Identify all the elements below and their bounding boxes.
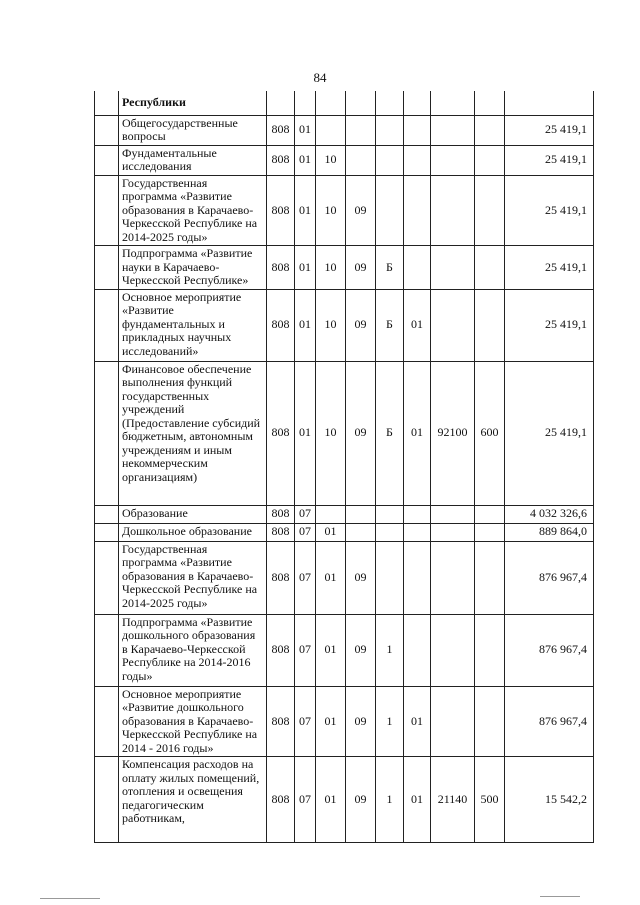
expense-type-code: 500 — [475, 757, 505, 843]
expense-type-code — [475, 505, 505, 523]
amount — [505, 91, 594, 115]
subsection-code — [316, 115, 346, 145]
ministry-code — [267, 91, 295, 115]
section-code: 01 — [295, 145, 316, 175]
direction-code — [431, 686, 475, 757]
amount: 876 967,4 — [505, 541, 594, 614]
section-code: 07 — [295, 757, 316, 843]
table-row — [95, 289, 594, 361]
scan-artifact — [40, 898, 100, 899]
subprogram-code: Б — [376, 361, 404, 505]
ministry-code: 808 — [267, 505, 295, 523]
subprogram-code — [376, 91, 404, 115]
table-row — [95, 246, 594, 290]
ministry-code: 808 — [267, 289, 295, 361]
subsection-code — [316, 91, 346, 115]
table-row — [95, 115, 594, 145]
direction-code: 92100 — [431, 361, 475, 505]
activity-code — [404, 541, 431, 614]
activity-code: 01 — [404, 289, 431, 361]
activity-code — [404, 505, 431, 523]
amount: 4 032 326,6 — [505, 505, 594, 523]
subprogram-code: 1 — [376, 757, 404, 843]
subsection-code: 01 — [316, 614, 346, 686]
direction-code — [431, 246, 475, 290]
program-code: 09 — [346, 757, 376, 843]
row-margin-cell — [95, 91, 119, 115]
activity-code — [404, 246, 431, 290]
expense-type-code — [475, 145, 505, 175]
program-code — [346, 505, 376, 523]
budget-table — [94, 91, 594, 843]
table-header-row — [95, 91, 594, 115]
activity-code — [404, 614, 431, 686]
direction-code — [431, 115, 475, 145]
direction-code: 21140 — [431, 757, 475, 843]
row-margin-cell — [95, 246, 119, 290]
program-code — [346, 523, 376, 541]
item-name: Республики — [119, 91, 267, 115]
program-code: 09 — [346, 289, 376, 361]
activity-code: 01 — [404, 686, 431, 757]
subprogram-code — [376, 505, 404, 523]
activity-code — [404, 91, 431, 115]
direction-code — [431, 505, 475, 523]
direction-code — [431, 91, 475, 115]
subsection-code: 01 — [316, 686, 346, 757]
subprogram-code: 1 — [376, 686, 404, 757]
row-margin-cell — [95, 541, 119, 614]
activity-code — [404, 523, 431, 541]
amount: 25 419,1 — [505, 145, 594, 175]
item-name: Фундаментальные исследования — [119, 145, 267, 175]
table-row — [95, 145, 594, 175]
expense-type-code — [475, 115, 505, 145]
subprogram-code — [376, 523, 404, 541]
subprogram-code — [376, 541, 404, 614]
page-number: 84 — [313, 70, 327, 85]
ministry-code: 808 — [267, 541, 295, 614]
ministry-code: 808 — [267, 175, 295, 246]
amount: 25 419,1 — [505, 289, 594, 361]
table-row — [95, 361, 594, 505]
expense-type-code — [475, 246, 505, 290]
ministry-code: 808 — [267, 523, 295, 541]
subprogram-code — [376, 175, 404, 246]
table-row — [95, 686, 594, 757]
expense-type-code: 600 — [475, 361, 505, 505]
item-name: Финансовое обеспечение выполнения функций государственных учреждений (Предоставление субсидий бюджетным, автономным учреждениям и иным некоммерческим организациям) — [119, 361, 267, 505]
row-margin-cell — [95, 757, 119, 843]
subprogram-code: Б — [376, 289, 404, 361]
ministry-code: 808 — [267, 614, 295, 686]
subsection-code: 10 — [316, 289, 346, 361]
section-code: 01 — [295, 246, 316, 290]
ministry-code: 808 — [267, 115, 295, 145]
table-row — [95, 757, 594, 843]
expense-type-code — [475, 175, 505, 246]
section-code: 07 — [295, 505, 316, 523]
direction-code — [431, 175, 475, 246]
item-name: Государственная программа «Развитие образования в Карачаево-Черкесской Республике на 2014-2025 годы» — [119, 541, 267, 614]
expense-type-code — [475, 614, 505, 686]
activity-code: 01 — [404, 361, 431, 505]
program-code: 09 — [346, 246, 376, 290]
item-name: Государственная программа «Развитие образования в Карачаево-Черкесской Республике на 2014-2025 годы» — [119, 175, 267, 246]
scan-artifact — [540, 896, 580, 897]
ministry-code: 808 — [267, 246, 295, 290]
subsection-code: 01 — [316, 541, 346, 614]
row-margin-cell — [95, 361, 119, 505]
subsection-code: 01 — [316, 757, 346, 843]
activity-code — [404, 115, 431, 145]
program-code — [346, 91, 376, 115]
subsection-code: 10 — [316, 175, 346, 246]
ministry-code: 808 — [267, 686, 295, 757]
program-code: 09 — [346, 686, 376, 757]
direction-code — [431, 541, 475, 614]
amount: 25 419,1 — [505, 175, 594, 246]
item-name: Подпрограмма «Развитие дошкольного образования в Карачаево-Черкесской Республике на 2014-2016 годы» — [119, 614, 267, 686]
subprogram-code: Б — [376, 246, 404, 290]
direction-code — [431, 523, 475, 541]
section-code: 01 — [295, 289, 316, 361]
program-code: 09 — [346, 175, 376, 246]
ministry-code: 808 — [267, 145, 295, 175]
expense-type-code — [475, 541, 505, 614]
row-margin-cell — [95, 145, 119, 175]
direction-code — [431, 289, 475, 361]
subprogram-code — [376, 145, 404, 175]
table-row — [95, 523, 594, 541]
section-code: 07 — [295, 523, 316, 541]
amount: 876 967,4 — [505, 686, 594, 757]
section-code: 01 — [295, 115, 316, 145]
activity-code: 01 — [404, 757, 431, 843]
item-name: Подпрограмма «Развитие науки в Карачаево-Черкесской Республике» — [119, 246, 267, 290]
expense-type-code — [475, 686, 505, 757]
table-row — [95, 175, 594, 246]
row-margin-cell — [95, 175, 119, 246]
program-code — [346, 115, 376, 145]
section-code: 07 — [295, 686, 316, 757]
program-code: 09 — [346, 614, 376, 686]
row-margin-cell — [95, 289, 119, 361]
subprogram-code: 1 — [376, 614, 404, 686]
section-code: 01 — [295, 175, 316, 246]
row-margin-cell — [95, 686, 119, 757]
ministry-code: 808 — [267, 361, 295, 505]
direction-code — [431, 614, 475, 686]
amount: 25 419,1 — [505, 115, 594, 145]
row-margin-cell — [95, 505, 119, 523]
subprogram-code — [376, 115, 404, 145]
item-name: Компенсация расходов на оплату жилых помещений, отопления и освещения педагогическим работникам, — [119, 757, 267, 843]
subsection-code: 10 — [316, 361, 346, 505]
direction-code — [431, 145, 475, 175]
subsection-code: 10 — [316, 246, 346, 290]
amount: 15 542,2 — [505, 757, 594, 843]
section-code: 07 — [295, 614, 316, 686]
expense-type-code — [475, 289, 505, 361]
subsection-code — [316, 505, 346, 523]
expense-type-code — [475, 91, 505, 115]
section-code — [295, 91, 316, 115]
item-name: Основное мероприятие «Развитие дошкольного образования в Карачаево-Черкесской Республике на 2014 - 2016 годы» — [119, 686, 267, 757]
row-margin-cell — [95, 523, 119, 541]
row-margin-cell — [95, 614, 119, 686]
amount: 876 967,4 — [505, 614, 594, 686]
activity-code — [404, 145, 431, 175]
item-name: Образование — [119, 505, 267, 523]
row-margin-cell — [95, 115, 119, 145]
table-row — [95, 505, 594, 523]
subsection-code: 10 — [316, 145, 346, 175]
item-name: Общегосударственные вопросы — [119, 115, 267, 145]
activity-code — [404, 175, 431, 246]
item-name: Дошкольное образование — [119, 523, 267, 541]
program-code: 09 — [346, 541, 376, 614]
table-row — [95, 614, 594, 686]
expense-type-code — [475, 523, 505, 541]
section-code: 01 — [295, 361, 316, 505]
amount: 889 864,0 — [505, 523, 594, 541]
program-code: 09 — [346, 361, 376, 505]
program-code — [346, 145, 376, 175]
ministry-code: 808 — [267, 757, 295, 843]
amount: 25 419,1 — [505, 246, 594, 290]
item-name: Основное мероприятие «Развитие фундаментальных и прикладных научных исследований» — [119, 289, 267, 361]
table-row — [95, 541, 594, 614]
amount: 25 419,1 — [505, 361, 594, 505]
subsection-code: 01 — [316, 523, 346, 541]
section-code: 07 — [295, 541, 316, 614]
